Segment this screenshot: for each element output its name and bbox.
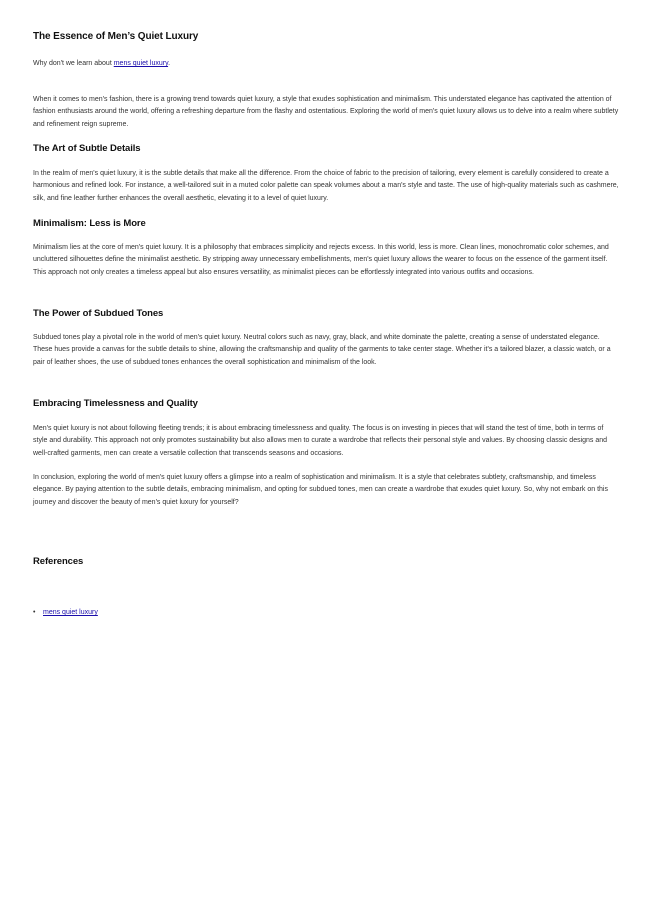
intro-suffix: . bbox=[168, 60, 171, 67]
intro-prefix: Why don't we learn about bbox=[33, 60, 114, 67]
conclusion-paragraph: In conclusion, exploring the world of men's quiet luxury offers a glimpse into a realm of sophistication and minimalism. It is a style that celebrates subtlety, craftsmanship, and timeless elegance. By paying attention to the subtle details, embracing minimalism, and opting for subdued tones, men can create a wardrobe that exudes quiet luxury. So, why not embark on this journey and discover the beauty of men's quiet luxury for yourself? bbox=[33, 474, 608, 506]
intro-link[interactable]: mens quiet luxury bbox=[113, 60, 169, 67]
section-text-subtle-details: In the realm of men's quiet luxury, it is the subtle details that make all the difference. From the choice of fabric to the precision of tailoring, every element is carefully considered to create a harmonious and refined look. For instance, a well-tailored suit in a muted color palette can speak volumes about a man's style and taste. The use of high-quality materials such as cashmere, silk, and fine leather further enhances the overall aesthetic, elevating it to a level of quiet luxury. bbox=[33, 170, 619, 202]
bullet-icon: • bbox=[33, 609, 36, 616]
reference-link[interactable]: mens quiet luxury bbox=[43, 609, 98, 616]
section-heading-subtle-details: The Art of Subtle Details bbox=[33, 143, 141, 154]
section-heading-minimalism: Minimalism: Less is More bbox=[33, 218, 146, 229]
page-title: The Essence of Men’s Quiet Luxury bbox=[33, 31, 199, 42]
references-heading: References bbox=[33, 556, 84, 567]
section-heading-subdued-tones: The Power of Subdued Tones bbox=[33, 308, 164, 319]
intro-paragraph: When it comes to men's fashion, there is a growing trend towards quiet luxury, a style that exudes sophistication and minimalism. This understated elegance has captivated the attention of fashion enthusiasts around the world, offering a refreshing departure from the flashy and ostentatious. Exploring the world of men's quiet luxury allows us to delve into a realm where subtlety and refinement reign supreme. bbox=[33, 96, 619, 128]
section-text-timelessness: Men's quiet luxury is not about following fleeting trends; it is about embracing timelessness and quality. The focus is on investing in pieces that will stand the test of time, both in terms of style and durability. This approach not only promotes sustainability but also allows men to curate a wardrobe that reflects their personal style and values. By choosing classic designs and well-crafted garments, men can create a versatile collection that transcends seasons and occasions. bbox=[33, 425, 608, 457]
references-list bbox=[33, 608, 98, 618]
section-text-minimalism: Minimalism lies at the core of men's quiet luxury. It is a philosophy that embraces simplicity and rejects excess. In this world, less is more. Clean lines, monochromatic color schemes, and uncluttered silhouettes define the minimalist aesthetic. By stripping away unnecessary embellishments, men's quiet luxury allows the wearer to focus on the essence of the garment itself. This approach not only creates a timeless appeal but also ensures versatility, as minimalist pieces can be effortlessly integrated into various outfits and occasions. bbox=[33, 244, 609, 276]
section-text-subdued-tones: Subdued tones play a pivotal role in the world of men's quiet luxury. Neutral colors such as navy, gray, black, and white dominate the palette, creating a sense of understated elegance. These hues provide a canvas for the subtle details to shine, allowing the craftsmanship and quality of the garments to take center stage. Whether it's a tailored blazer, a classic watch, or a pair of leather shoes, the use of subdued tones enhances the overall sophistication and minimalism of the look. bbox=[33, 334, 611, 366]
intro-line bbox=[33, 58, 619, 70]
section-heading-timelessness: Embracing Timelessness and Quality bbox=[33, 398, 198, 409]
reference-item bbox=[33, 608, 98, 618]
